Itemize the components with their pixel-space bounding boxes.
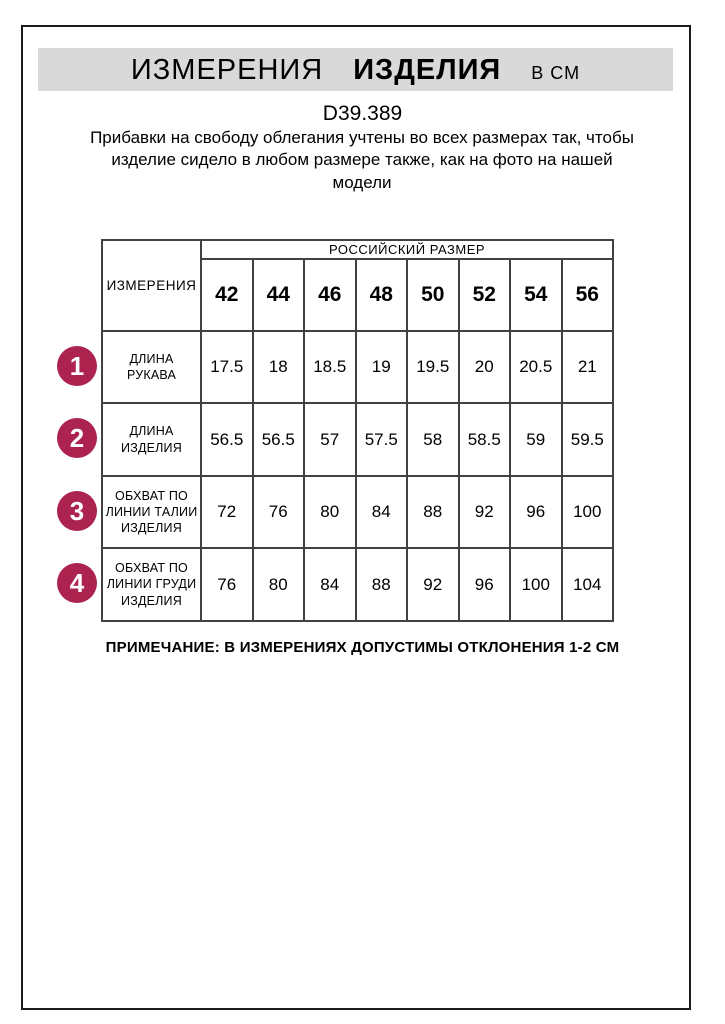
- table-group-header-row: [102, 240, 613, 259]
- cell-value: 18: [253, 331, 305, 403]
- row-number-badge-4: 4: [57, 563, 97, 603]
- table-row-waist-girth: [102, 476, 613, 548]
- fit-description: Прибавки на свободу облегания учтены во всех размерах так, чтобы изделие сидело в любом размере также, как на фото на нашей модели: [90, 128, 634, 192]
- cell-value: 56.5: [253, 403, 305, 476]
- size-header-48: 48: [356, 259, 408, 331]
- cell-value: 100: [562, 476, 614, 548]
- cell-value: 88: [407, 476, 459, 548]
- cell-value: 20: [459, 331, 511, 403]
- tolerance-note: ПРИМЕЧАНИЕ: В ИЗМЕРЕНИЯХ ДОПУСТИМЫ ОТКЛОНЕНИЯ 1-2 СМ: [105, 639, 620, 656]
- cell-value: 92: [407, 548, 459, 621]
- cell-value: 100: [510, 548, 562, 621]
- cell-value: 59.5: [562, 403, 614, 476]
- cell-value: 18.5: [304, 331, 356, 403]
- size-header-54: 54: [510, 259, 562, 331]
- row-label-sleeve-length: ДЛИНА РУКАВА: [102, 331, 201, 403]
- row-label-waist-girth: ОБХВАТ ПО ЛИНИИ ТАЛИИ ИЗДЕЛИЯ: [102, 476, 201, 548]
- size-header-44: 44: [253, 259, 305, 331]
- row-number-badge-2: 2: [57, 418, 97, 458]
- row-number-badge-3: 3: [57, 491, 97, 531]
- measurements-column-header: ИЗМЕРЕНИЯ: [102, 240, 201, 331]
- cell-value: 21: [562, 331, 614, 403]
- row-label-chest-girth: ОБХВАТ ПО ЛИНИИ ГРУДИ ИЗДЕЛИЯ: [102, 548, 201, 621]
- cell-value: 56.5: [201, 403, 253, 476]
- title-unit-cm: В СМ: [531, 63, 581, 83]
- row-label-item-length: ДЛИНА ИЗДЕЛИЯ: [102, 403, 201, 476]
- cell-value: 76: [253, 476, 305, 548]
- cell-value: 19: [356, 331, 408, 403]
- title-word-product: ИЗДЕЛИЯ: [353, 54, 502, 86]
- cell-value: 57.5: [356, 403, 408, 476]
- cell-value: 84: [304, 548, 356, 621]
- cell-value: 19.5: [407, 331, 459, 403]
- cell-value: 20.5: [510, 331, 562, 403]
- row-number-badge-1: 1: [57, 346, 97, 386]
- cell-value: 92: [459, 476, 511, 548]
- cell-value: 104: [562, 548, 614, 621]
- cell-value: 76: [201, 548, 253, 621]
- page-title-banner: [38, 48, 673, 91]
- size-header-56: 56: [562, 259, 614, 331]
- table-row-sleeve-length: [102, 331, 613, 403]
- article-code: D39.389: [322, 102, 403, 125]
- cell-value: 57: [304, 403, 356, 476]
- cell-value: 17.5: [201, 331, 253, 403]
- table-row-chest-girth: [102, 548, 613, 621]
- cell-value: 72: [201, 476, 253, 548]
- size-header-52: 52: [459, 259, 511, 331]
- cell-value: 80: [253, 548, 305, 621]
- cell-value: 58.5: [459, 403, 511, 476]
- cell-value: 88: [356, 548, 408, 621]
- title-word-measurements: ИЗМЕРЕНИЯ: [130, 54, 324, 86]
- cell-value: 84: [356, 476, 408, 548]
- cell-value: 59: [510, 403, 562, 476]
- cell-value: 80: [304, 476, 356, 548]
- russian-size-group-header: РОССИЙСКИЙ РАЗМЕР: [201, 240, 613, 259]
- cell-value: 96: [459, 548, 511, 621]
- size-header-46: 46: [304, 259, 356, 331]
- size-header-50: 50: [407, 259, 459, 331]
- size-table: [101, 239, 614, 622]
- size-header-42: 42: [201, 259, 253, 331]
- cell-value: 96: [510, 476, 562, 548]
- cell-value: 58: [407, 403, 459, 476]
- table-row-item-length: [102, 403, 613, 476]
